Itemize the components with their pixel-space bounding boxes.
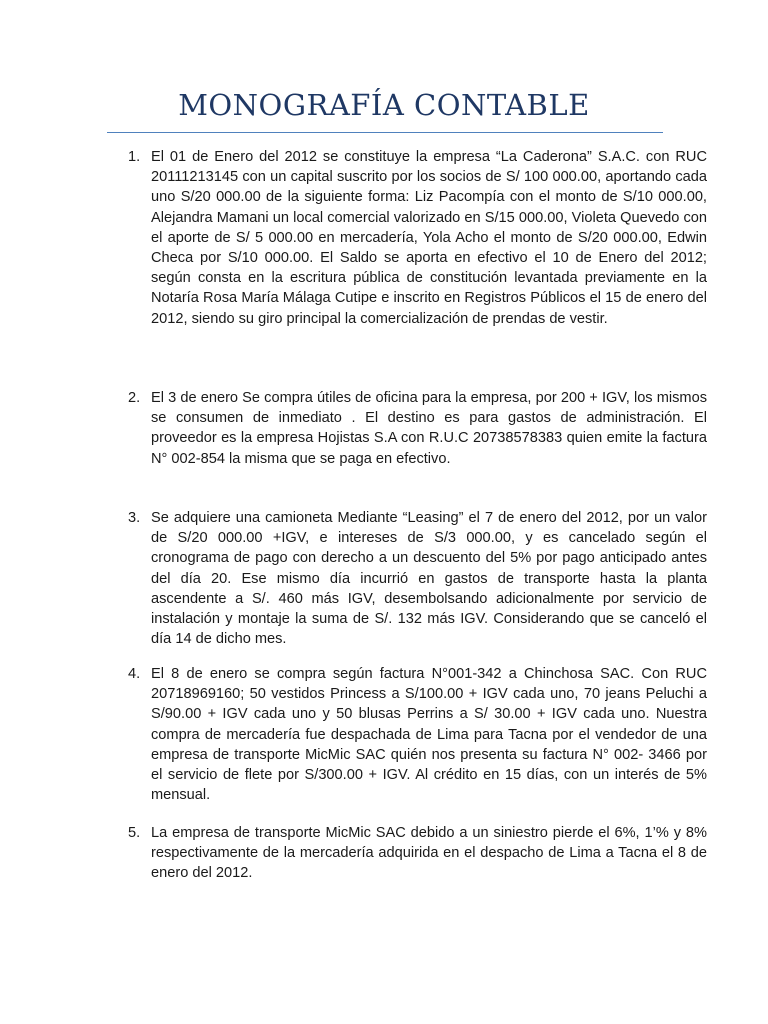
list-item: [107, 664, 707, 805]
list-item-text: El 3 de enero Se compra útiles de oficina para la empresa, por 200 + IGV, los mismos se consumen de inmediato . El destino es para gastos de administración. El proveedor es la empresa Hojistas S.A con R.U.C 20738578383 quien emite la factura N° 002-854 la misma que se paga en efectivo.: [151, 390, 707, 467]
title-underline: [107, 132, 663, 133]
list-item: [107, 823, 707, 884]
list-item: [107, 147, 707, 329]
list-item-text: La empresa de transporte MicMic SAC debido a un siniestro pierde el 6%, 1’% y 8% respectivamente de la mercadería adquirida en el despacho de Lima a Tacna el 8 de enero del 2012.: [151, 825, 707, 882]
list-item: [107, 388, 707, 469]
list-item-number: 3.: [128, 510, 141, 526]
document-title: MONOGRAFÍA CONTABLE: [178, 88, 590, 122]
list-item-text: Se adquiere una camioneta Mediante “Leasing” el 7 de enero del 2012, por un valor de S/20 000.00 +IGV, e intereses de S/3 000.00, y es cancelado según el cronograma de pago con derecho a un descuento del 5% por pago anticipado antes del día 20. Ese mismo día incurrió en gastos de transporte hasta la planta ascendente a S/. 460 más IGV, desembolsando adicionalmente por servicio de instalación y montaje la suma de S/. 132 más IGV. Considerando que se canceló el día 14 de dicho mes.: [151, 510, 707, 648]
list-item: [107, 508, 707, 649]
list-item-number: 2.: [128, 390, 141, 406]
list-item-number: 5.: [128, 825, 141, 841]
list-item-number: 1.: [128, 149, 141, 165]
list-item-text: El 8 de enero se compra según factura N°001-342 a Chinchosa SAC. Con RUC 20718969160; 50 vestidos Princess a S/100.00 + IGV cada uno, 70 jeans Peluchi a S/90.00 + IGV cada uno y 50 blusas Perrins a S/ 30.00 + IGV cada uno. Nuestra compra de mercadería fue despachada de Lima para Tacna por el vendedor de una empresa de transporte MicMic SAC quién nos presenta su factura N° 002- 3466 por el servicio de flete por S/300.00 + IGV. Al crédito en 15 días, con un interés de 5% mensual.: [151, 666, 707, 804]
list-item-number: 4.: [128, 666, 141, 682]
list-item-text: El 01 de Enero del 2012 se constituye la empresa “La Caderona” S.A.C. con RUC 20111213145 con un capital suscrito por los socios de S/ 100 000.00, aportando cada uno S/20 000.00 de la siguiente forma: Liz Pacompía con el monto de S/10 000.00, Alejandra Mamani un local comercial valorizado en S/15 000.00, Violeta Quevedo con el aporte de S/ 5 000.00 en mercadería, Yola Acho el monto de S/20 000.00, Edwin Checa por S/10 000.00. El Saldo se aporta en efectivo el 10 de Enero del 2012; según consta en la escritura pública de constitución levantada previamente en la Notaría Rosa María Málaga Cutipe e inscrito en Registros Públicos el 15 de enero del 2012, siendo su giro principal la comercialización de prendas de vestir.: [151, 149, 707, 327]
